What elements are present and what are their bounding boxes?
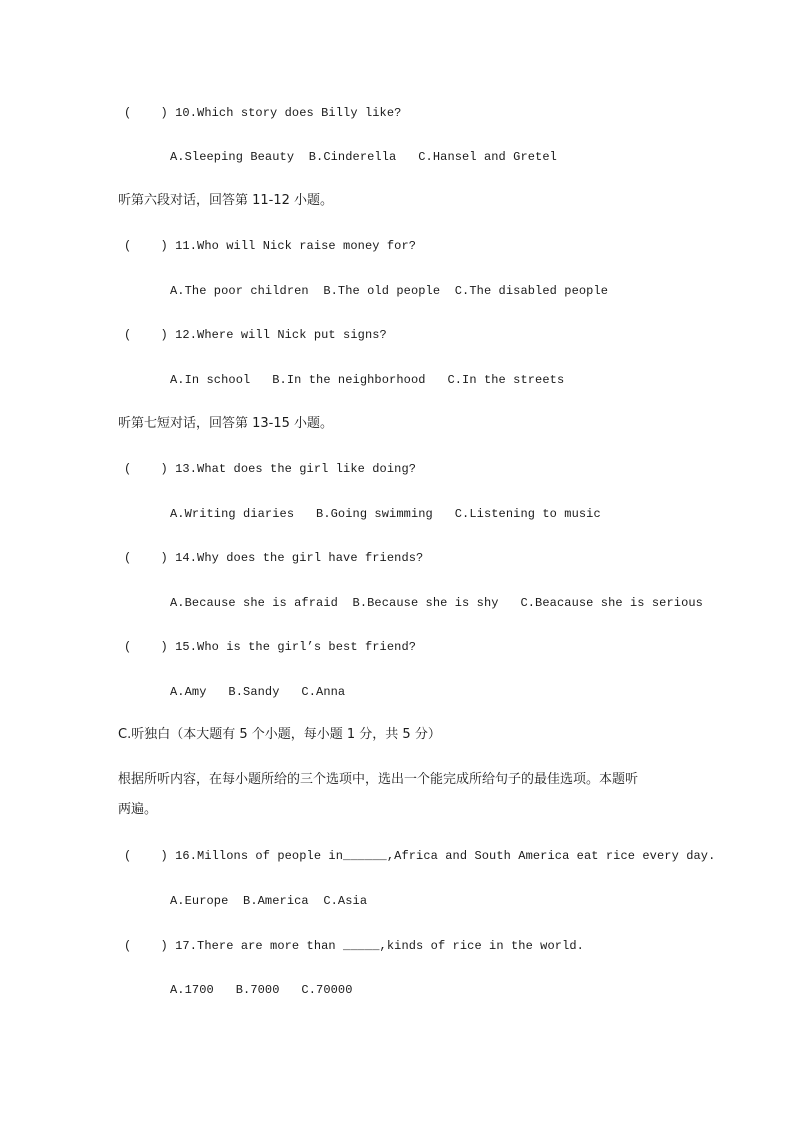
section-instruction-dialogue-7: 听第七短对话，回答第 13-15 小题。: [118, 416, 334, 431]
question-11: ( ) 11.Who will Nick raise money for?: [124, 239, 417, 253]
section-c-instruction-continued: 两遍。: [118, 802, 158, 817]
question-16-options: A.Europe B.America C.Asia: [170, 894, 368, 908]
question-17: ( ) 17.There are more than _____,kinds of rice in the world.: [124, 939, 584, 953]
question-12: ( ) 12.Where will Nick put signs?: [124, 328, 387, 342]
question-15: ( ) 15.Who is the girl’s best friend?: [124, 640, 417, 654]
question-12-options: A.In school B.In the neighborhood C.In the streets: [170, 373, 565, 387]
question-10-options: A.Sleeping Beauty B.Cinderella C.Hansel and Gretel: [170, 150, 557, 164]
question-10: ( ) 10.Which story does Billy like?: [124, 106, 402, 120]
section-instruction-dialogue-6: 听第六段对话，回答第 11-12 小题。: [118, 193, 334, 208]
question-11-options: A.The poor children B.The old people C.The disabled people: [170, 284, 609, 298]
question-13-options: A.Writing diaries B.Going swimming C.Listening to music: [170, 507, 601, 521]
question-15-options: A.Amy B.Sandy C.Anna: [170, 685, 346, 699]
section-c-heading: C.听独白（本大题有 5 个小题，每小题 1 分，共 5 分）: [118, 727, 441, 742]
question-14-options: A.Because she is afraid B.Because she is shy C.Beacause she is serious: [170, 596, 703, 610]
question-17-options: A.1700 B.7000 C.70000: [170, 983, 353, 997]
question-13: ( ) 13.What does the girl like doing?: [124, 462, 417, 476]
question-16: ( ) 16.Millons of people in______,Africa and South America eat rice every day.: [124, 849, 716, 863]
question-14: ( ) 14.Why does the girl have friends?: [124, 551, 424, 565]
section-c-instruction: 根据所听内容，在每小题所给的三个选项中，选出一个能完成所给句子的最佳选项。本题听: [118, 772, 639, 787]
